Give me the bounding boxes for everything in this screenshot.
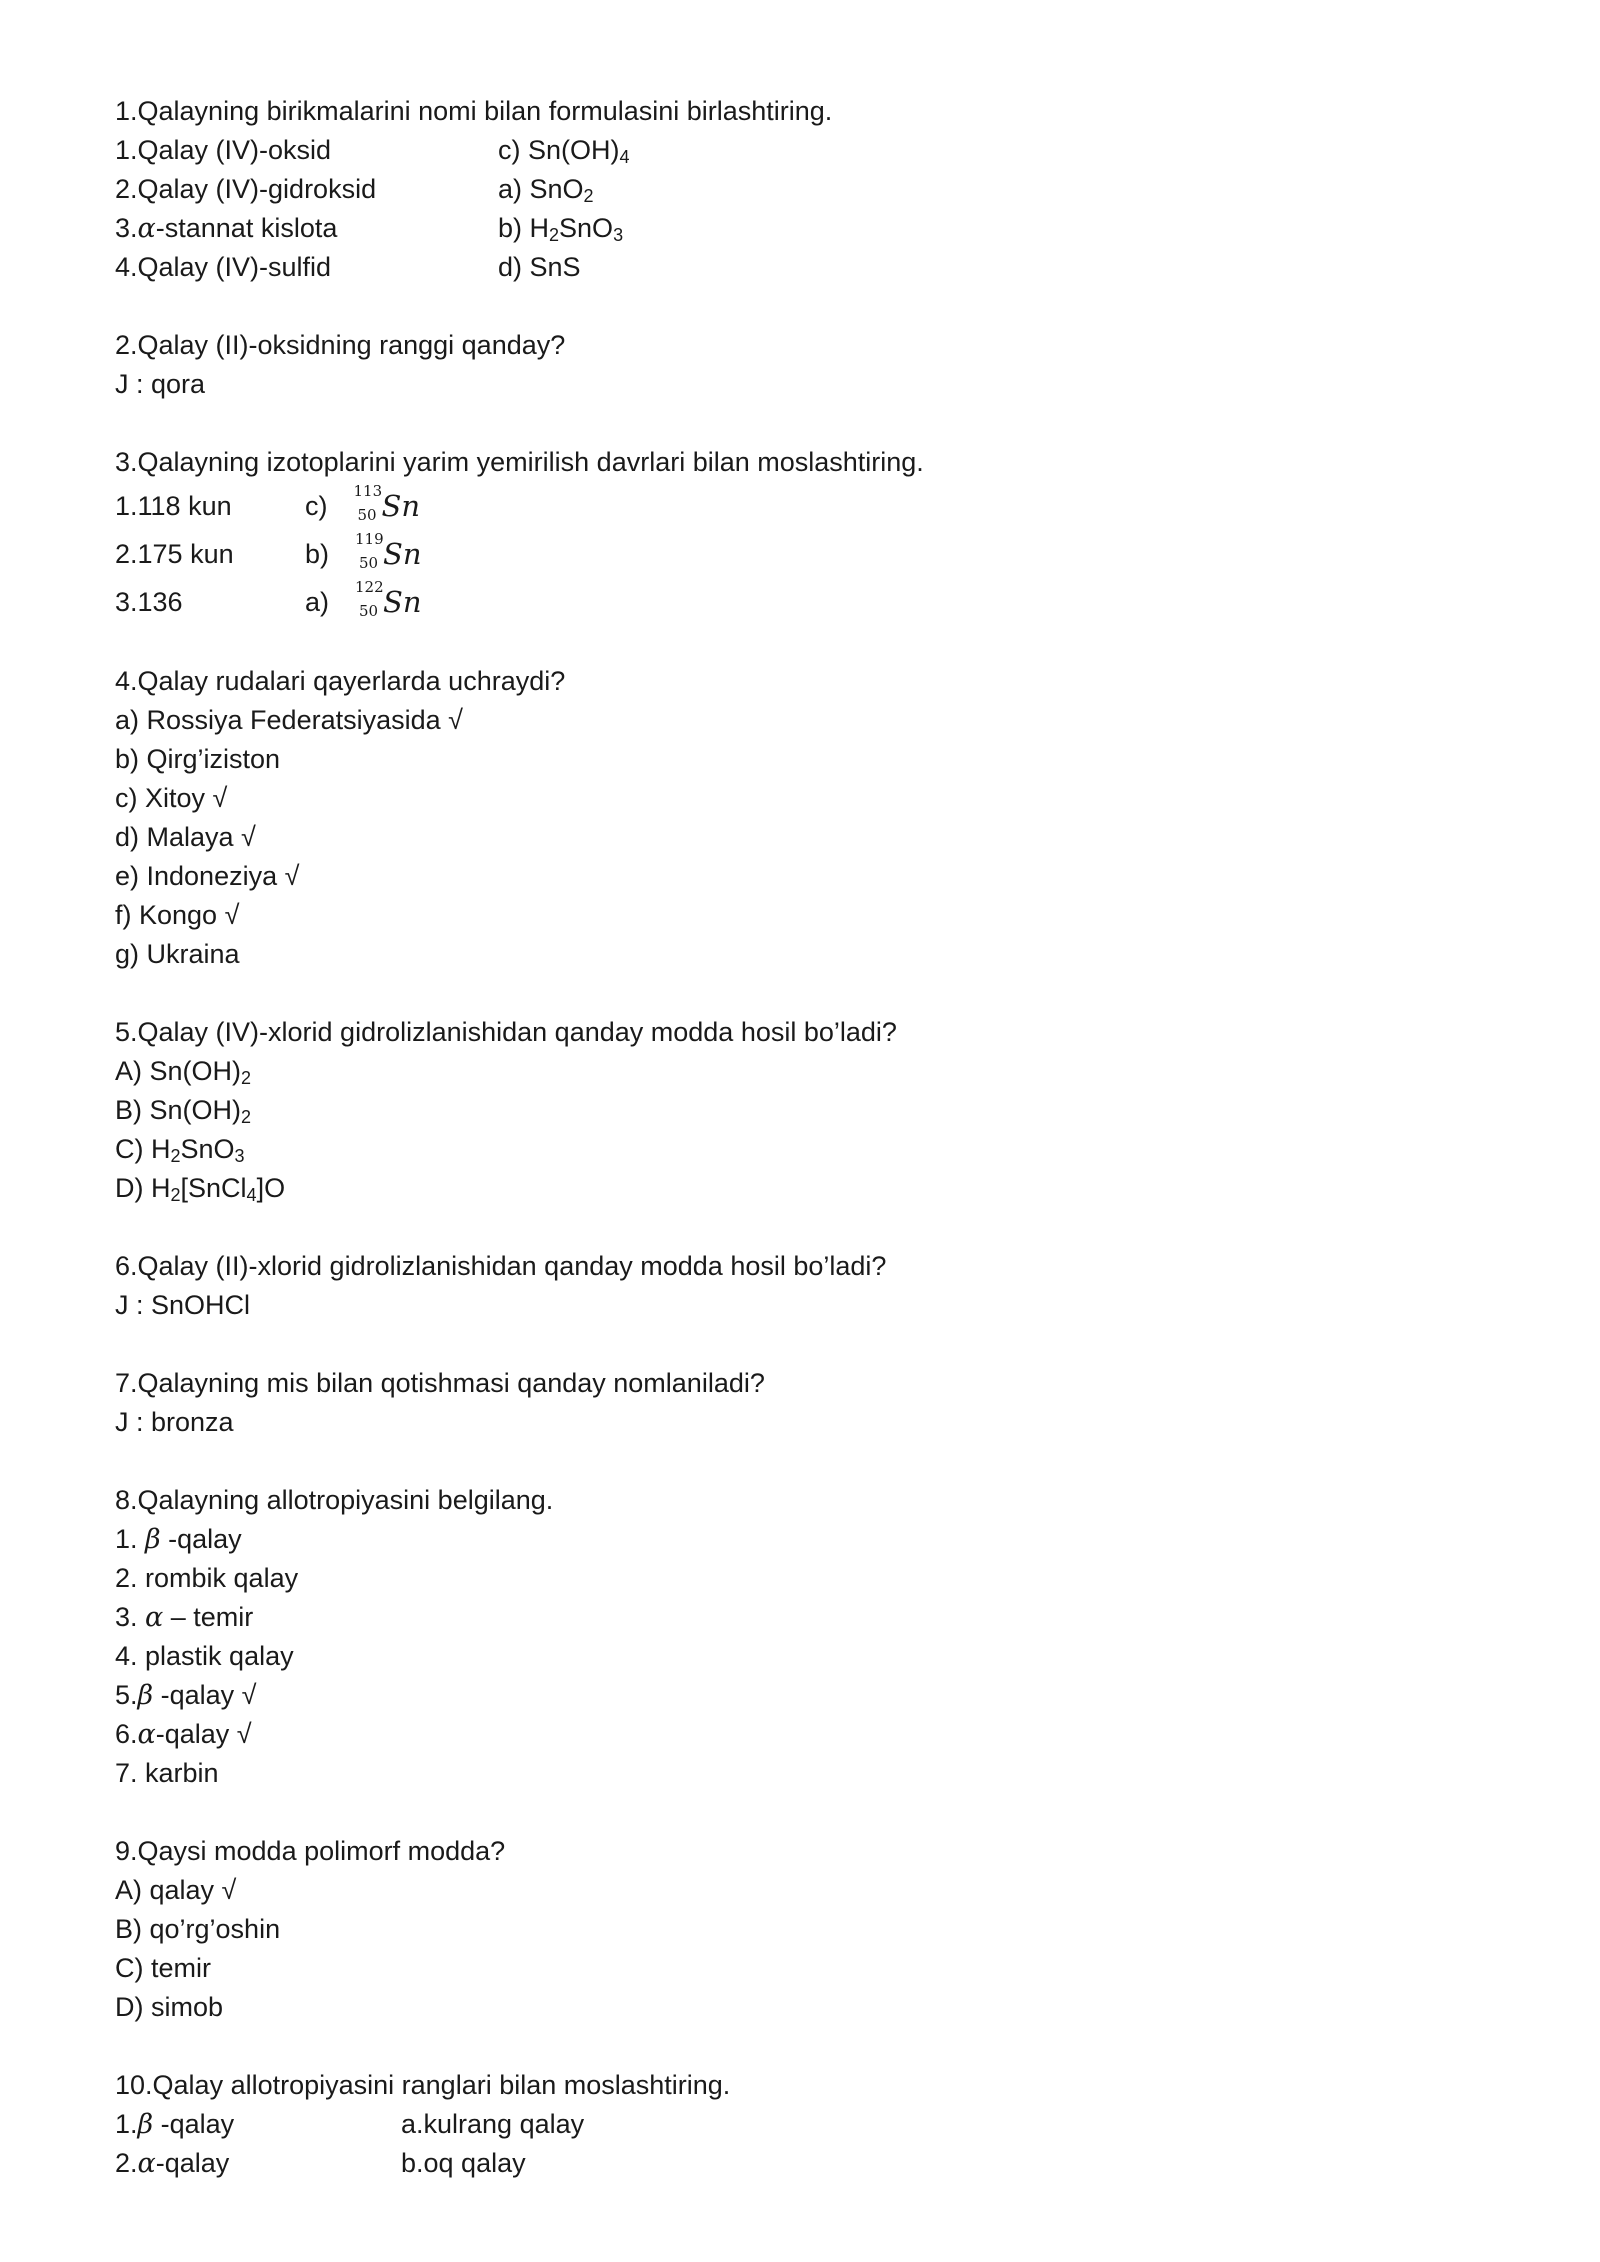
q3-left: 1.118 kun [115,490,232,521]
q8-option: 3. α – temir [115,1602,254,1633]
q4-option: e) Indoneziya √ [115,861,300,891]
q1-row [115,170,1495,209]
q4-option: f) Kongo √ [115,900,240,930]
q9-option: C) temir [115,1953,211,1983]
q1-right: b) $H_2SnO_3$ [498,213,624,245]
question-3-title: 3.Qalayning izotoplarini yarim yemirilish davrlari bilan moslashtiring. [115,447,924,477]
q10-row [115,2144,1495,2183]
q8-option: 6.α-qalay √ [115,1719,252,1750]
question-1-title: 1.Qalayning birikmalarini nomi bilan formulasini birlashtiring. [115,96,833,126]
q1-left: 4.Qalay (IV)-sulfid [115,252,332,282]
q5-option: B) $Sn(OH)_2$ [115,1095,252,1127]
q3-letter: a) [305,586,330,617]
isotope-notation: 119 50 Sn [355,530,422,572]
q8-option: 4. plastik qalay [115,1641,294,1671]
q3-row [115,482,1495,530]
q1-left: 1.Qalay (IV)-oksid [115,135,332,165]
question-2-title: 2.Qalay (II)-oksidning ranggi qanday? [115,330,566,360]
question-9-title: 9.Qaysi modda polimorf modda? [115,1836,506,1866]
q1-right: c) $Sn(OH)_4$ [498,135,630,167]
q4-option: g) Ukraina [115,939,240,969]
q9-option: D) simob [115,1992,224,2022]
q10-row [115,2105,1495,2144]
q3-row [115,530,1495,578]
q3-row [115,578,1495,626]
q8-option: 7. karbin [115,1758,219,1788]
q4-option: b) Qirg’iziston [115,744,281,774]
q8-option: 5.β -qalay √ [115,1680,257,1711]
q4-option: c) Xitoy √ [115,783,228,813]
q10-right: a.kulrang qalay [401,2109,585,2139]
q5-option: D) $H_2[SnCl_4]O$ [115,1173,286,1205]
q3-letter: b) [305,538,330,569]
question-5-title: 5.Qalay (IV)-xlorid gidrolizlanishidan qanday modda hosil bo’ladi? [115,1017,897,1047]
isotope-notation: 122 50 Sn [355,578,422,620]
q1-left: 3.α-stannat kislota [115,213,338,244]
question-2-answer: J : qora [115,369,206,399]
question-7-title: 7.Qalayning mis bilan qotishmasi qanday nomlaniladi? [115,1368,765,1398]
q5-option: A) $Sn(OH)_2$ [115,1056,252,1088]
question-7-answer: J : bronza [115,1407,234,1437]
q3-left: 2.175 kun [115,538,234,569]
q1-right: a) SnO$_2$ [498,174,594,206]
q8-option: 1. β -qalay [115,1524,242,1555]
isotope-notation: 113 50 Sn [353,482,421,524]
q3-left: 3.136 [115,586,183,617]
question-6-title: 6.Qalay (II)-xlorid gidrolizlanishidan qanday modda hosil bo’ladi? [115,1251,887,1281]
q10-left: 2.α-qalay [115,2148,230,2179]
question-4-title: 4.Qalay rudalari qayerlarda uchraydi? [115,666,566,696]
question-6-answer: J : SnOHCl [115,1290,251,1320]
question-10-title: 10.Qalay allotropiyasini ranglari bilan moslashtiring. [115,2070,731,2100]
q9-option: B) qo’rg’oshin [115,1914,281,1944]
q1-right: d) SnS [498,252,581,282]
q10-left: 1.β -qalay [115,2109,235,2140]
q5-option: C) $H_2SnO_3$ [115,1134,245,1166]
q1-row [115,248,1495,287]
q4-option: d) Malaya √ [115,822,256,852]
q10-right: b.oq qalay [401,2148,526,2178]
q3-letter: c) [305,490,328,521]
q9-option: A) qalay √ [115,1875,237,1905]
q4-option: a) Rossiya Federatsiyasida √ [115,705,463,735]
question-8-title: 8.Qalayning allotropiyasini belgilang. [115,1485,554,1515]
q8-option: 2. rombik qalay [115,1563,299,1593]
document-page [115,92,1495,2183]
q1-left: 2.Qalay (IV)-gidroksid [115,174,377,204]
q1-row [115,209,1495,248]
q1-row [115,131,1495,170]
